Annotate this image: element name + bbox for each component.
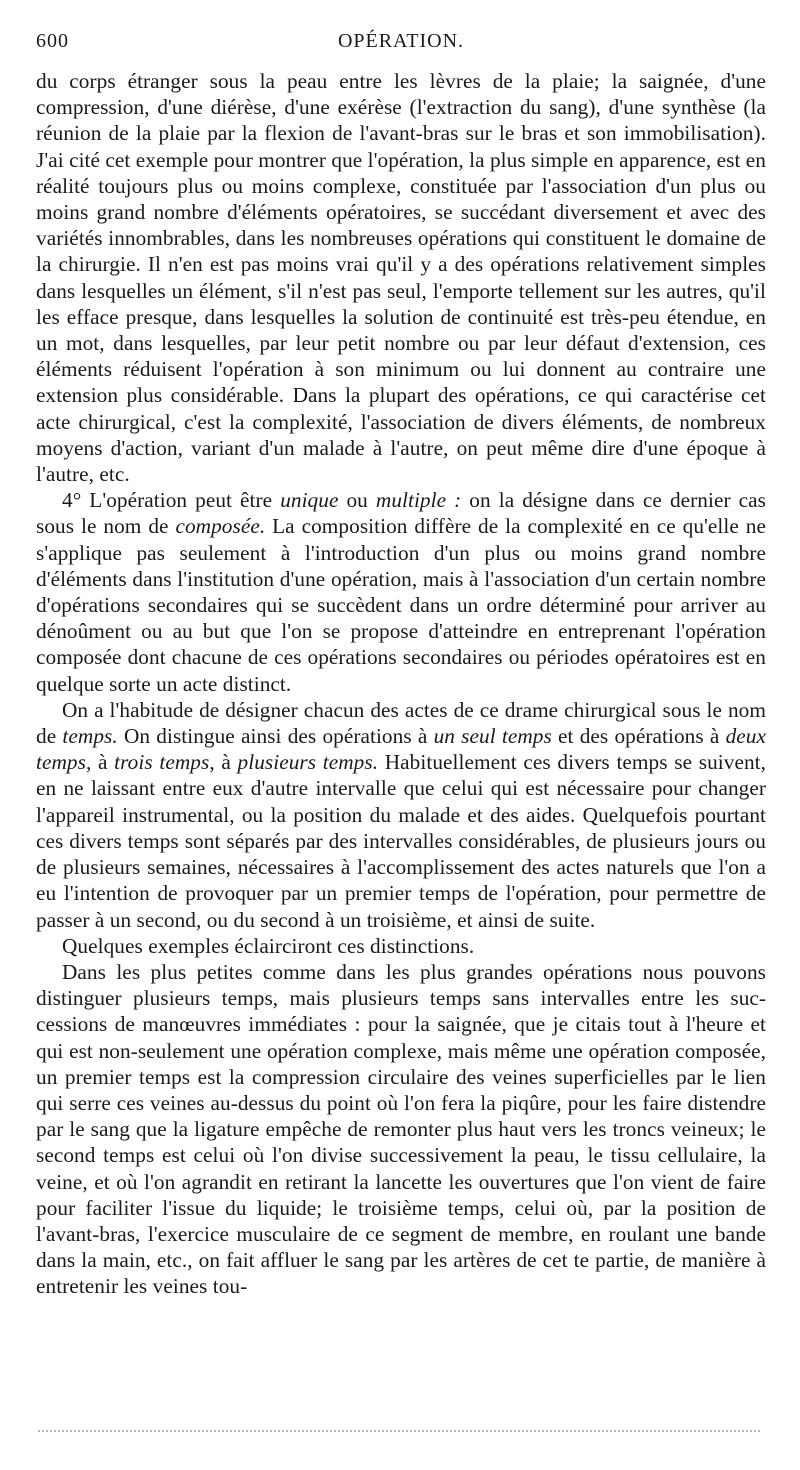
text-span: ou — [338, 488, 376, 513]
page-number: 600 — [36, 30, 69, 52]
book-page — [36, 30, 766, 1300]
text-span: te partie, de manière à entretenir les veines tou- — [36, 1248, 767, 1299]
italic-text-span: composée. — [175, 514, 266, 539]
body-text — [36, 68, 766, 1300]
italic-text-span: trois temps — [114, 750, 210, 775]
italic-text-span: deux temps — [36, 724, 767, 775]
italic-text-span: un seul temps — [433, 724, 552, 749]
paragraph — [36, 697, 766, 933]
italic-text-span: temps. — [62, 724, 118, 749]
italic-text-span: unique — [280, 488, 339, 513]
paragraph — [36, 68, 766, 487]
text-span: 4° L'opération peut être — [62, 488, 281, 513]
text-span: , à — [209, 750, 238, 775]
paragraph — [36, 933, 766, 959]
text-span: , à — [85, 750, 115, 775]
text-span: La composition diffère de la complexité en ce qu'elle ne s'applique pas seulement à l'introduction d'un plus ou moins grand nombre d'éléments dans l'institution d'une opération, mais à l'association d'un certain nombre d'opérations secondaires qui se succèdent dans un ordre déterminé pour arriver au dénoûment ou au but que l'on se propose d'atteindre en entreprenant l'opération composée dont chacune de ces opérations secondaires ou périodes opératoires est en quelque sorte un acte distinct. — [36, 514, 766, 696]
page-header — [36, 30, 766, 60]
italic-text-span: plusieurs temps. — [237, 750, 379, 775]
text-span: du corps étranger sous la peau entre les lèvres de la plaie; la saignée, d'une compression, d'une diérèse, d'une exérèse (l'extraction du sang), d'une synthèse (la réunion de la plaie par la flexion de l'avant-bras sur le bras et son immobilisation). J'ai cité cet exemple pour montrer que l'opération, la plus simple en apparence, est en réalité toujours plus ou moins complexe, constituée par l'association d'un plus ou moins grand nombre d'éléments opératoires, se succédant diversement et avec des variétés innombrables, dans les nombreuses opérations qui constituent le domaine de la chirurgie. Il n'en est pas moins vrai qu'il y a des opérations relativement simples dans lesquelles un élément, s'il n'est pas seul, l'emporte tellement sur les autres, qu'il les efface presque, dans lesquelles la solution de continuité est très-peu étendue, en un mot, dans lesquelles, par leur petit nombre ou par leur défaut d'extension, ces éléments réduisent l'opération à son minimum ou lui donnent au contraire une extension plus considérable. Dans la plupart des opérations, ce qui caractérise cet acte chirurgical, c'est la complexité, l'association de divers éléments, de nombreux moyens d'action, variant d'un malade à l'autre, on peut même dire d'une époque à l'autre, etc. — [36, 69, 766, 487]
bottom-rule — [38, 1430, 760, 1432]
text-span: Quelques exemples éclairciront ces distinctions. — [62, 933, 475, 958]
text-span: On a l'habitude de désigner chacun des actes de ce drame chirurgical sous le nom de — [36, 697, 766, 749]
text-span: on la désigne dans ce dernier cas sous le nom de — [36, 488, 766, 539]
text-span: Dans les plus petites comme dans les plus grandes opérations nous pouvons distinguer plusieurs temps, mais plusieurs temps sans intervalles entre les successions de manœuvres immédiates : pour la saignée, que je citais tout à l'heure et qui est non-seulement une opération complexe, mais même une opération composée, un premier temps est la compression circulaire des veines superficielles par le lien qui serre ces veines au-dessus du point où l'on fera la piqûre, pour les faire distendre par le sang que la ligature empêche de remonter plus haut vers les troncs veineux; le second temps est celui où l'on divise successivement la peau, le tissu cellulaire, la veine, et où l'on agrandit en retirant la lancette les ouvertures que l'on vient de faire pour faciliter l'issue du liquide; le troisième temps, celui où, par la position de l'avant-bras, l'exercice musculaire de ce segment de membre, en roulant une bande dans la main, etc., on fait affluer le sang par les artères de cet — [36, 959, 766, 1273]
text-span: On distingue ainsi des opérations à — [117, 724, 434, 749]
paragraph — [36, 487, 766, 697]
text-span: Habituellement ces divers temps se suivent, en ne laissant entre eux d'autre intervalle que celui qui est nécessaire pour changer l'appareil instrumental, ou la position du malade et des aides. Quelquefois pourtant ces divers temps sont séparés par des intervalles considérables, de plusieurs jours ou de plusieurs semaines, nécessaires à l'accomplissement des actes naturels que l'on a eu l'intention de provoquer par un premier temps de l'opération, pour permettre de passer à un second, ou du second à un troisième, et ainsi de suite. — [36, 750, 766, 932]
paragraph — [36, 959, 766, 1300]
text-span: et des opérations à — [551, 724, 726, 749]
italic-text-span: multiple : — [375, 488, 462, 513]
running-title: OPÉRATION. — [337, 30, 465, 52]
